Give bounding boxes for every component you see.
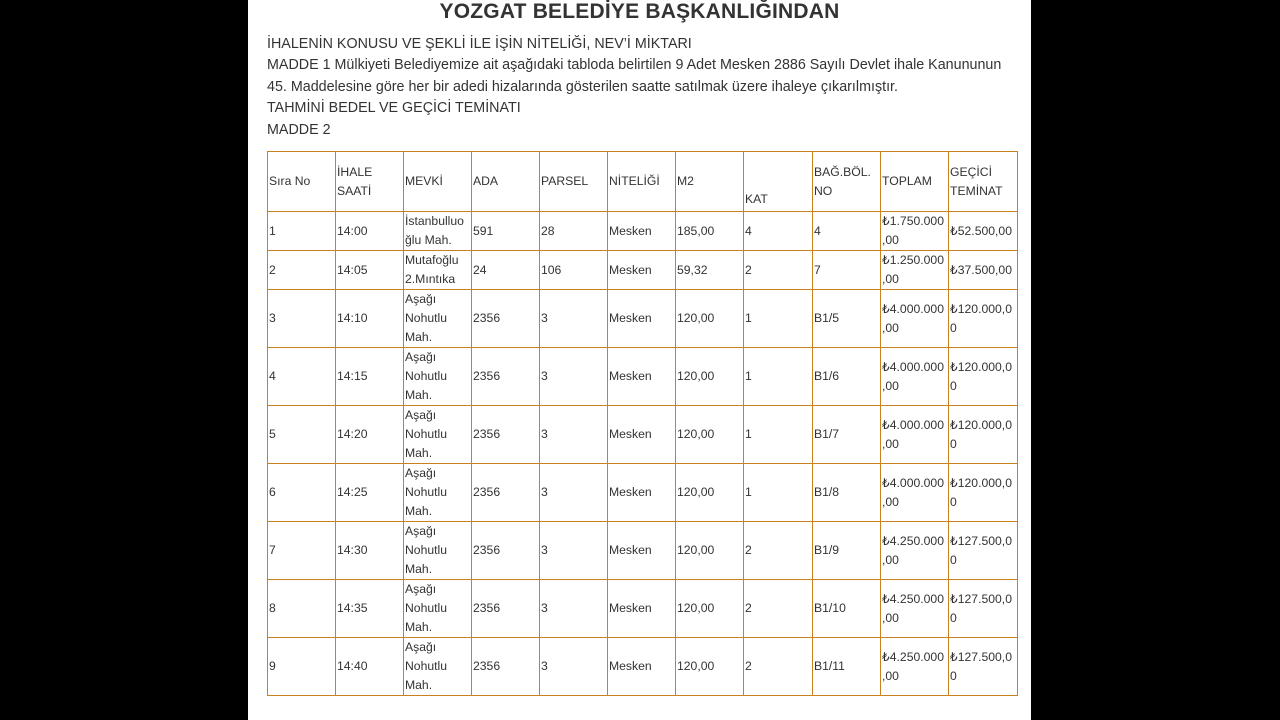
table-cell: 14:00 — [336, 212, 404, 251]
table-cell: 7 — [813, 251, 881, 290]
table-cell: Mesken — [608, 290, 676, 348]
table-cell: 2 — [744, 522, 813, 580]
table-cell: 2 — [268, 251, 336, 290]
table-cell: ₺4.250.000,00 — [881, 580, 949, 638]
table-cell: 2356 — [472, 638, 540, 696]
table-cell: ₺1.250.000,00 — [881, 251, 949, 290]
table-cell: Mutafoğlu 2.Mıntıka — [404, 251, 472, 290]
table-cell: 2356 — [472, 406, 540, 464]
table-cell: B1/9 — [813, 522, 881, 580]
table-cell: 2356 — [472, 290, 540, 348]
table-row — [268, 464, 1018, 522]
table-cell: 14:10 — [336, 290, 404, 348]
table-cell: ₺120.000,00 — [949, 290, 1018, 348]
table-cell: ₺4.250.000,00 — [881, 638, 949, 696]
table-cell: Aşağı Nohutlu Mah. — [404, 580, 472, 638]
table-cell: 4 — [813, 212, 881, 251]
table-cell: B1/7 — [813, 406, 881, 464]
table-cell: 1 — [744, 406, 813, 464]
table-cell: 4 — [744, 212, 813, 251]
table-cell: 3 — [540, 522, 608, 580]
table-cell: Aşağı Nohutlu Mah. — [404, 522, 472, 580]
table-cell: 120,00 — [676, 580, 744, 638]
table-cell: 3 — [268, 290, 336, 348]
header-cell: İHALE SAATİ — [336, 152, 404, 212]
document-page — [248, 0, 1031, 720]
table-cell: 591 — [472, 212, 540, 251]
header-cell: NİTELİĞİ — [608, 152, 676, 212]
table-cell: Aşağı Nohutlu Mah. — [404, 638, 472, 696]
table-cell: B1/10 — [813, 580, 881, 638]
table-cell: 14:15 — [336, 348, 404, 406]
table-cell: Aşağı Nohutlu Mah. — [404, 348, 472, 406]
table-cell: Mesken — [608, 348, 676, 406]
table-cell: ₺120.000,00 — [949, 406, 1018, 464]
table-cell: 14:05 — [336, 251, 404, 290]
table-cell: 9 — [268, 638, 336, 696]
header-cell: MEVKİ — [404, 152, 472, 212]
table-cell: 2356 — [472, 464, 540, 522]
tender-table — [267, 151, 1018, 696]
table-cell: 2356 — [472, 522, 540, 580]
table-cell: ₺127.500,00 — [949, 638, 1018, 696]
document-title: YOZGAT BELEDİYE BAŞKANLIĞINDAN — [439, 0, 840, 23]
table-cell: ₺1.750.000,00 — [881, 212, 949, 251]
table-cell: 59,32 — [676, 251, 744, 290]
table-cell: ₺4.000.000,00 — [881, 406, 949, 464]
table-cell: ₺120.000,00 — [949, 464, 1018, 522]
table-cell: 3 — [540, 464, 608, 522]
table-cell: 6 — [268, 464, 336, 522]
table-row — [268, 348, 1018, 406]
table-cell: Mesken — [608, 638, 676, 696]
table-cell: Mesken — [608, 251, 676, 290]
table-cell: Aşağı Nohutlu Mah. — [404, 290, 472, 348]
table-cell: Mesken — [608, 464, 676, 522]
table-cell: 8 — [268, 580, 336, 638]
table-cell: B1/6 — [813, 348, 881, 406]
table-cell: B1/8 — [813, 464, 881, 522]
table-cell: İstanbulluoğlu Mah. — [404, 212, 472, 251]
table-cell: ₺4.000.000,00 — [881, 348, 949, 406]
table-cell: 120,00 — [676, 464, 744, 522]
table-cell: ₺4.000.000,00 — [881, 464, 949, 522]
table-cell: 2 — [744, 638, 813, 696]
header-cell: GEÇİCİ TEMİNAT — [949, 152, 1018, 212]
table-cell: ₺127.500,00 — [949, 522, 1018, 580]
table-cell: 2356 — [472, 348, 540, 406]
table-cell: 3 — [540, 406, 608, 464]
table-cell: 120,00 — [676, 348, 744, 406]
table-cell: 120,00 — [676, 638, 744, 696]
table-cell: 120,00 — [676, 406, 744, 464]
header-cell: M2 — [676, 152, 744, 212]
table-cell: Mesken — [608, 580, 676, 638]
table-cell: ₺4.000.000,00 — [881, 290, 949, 348]
table-cell: 24 — [472, 251, 540, 290]
table-row — [268, 251, 1018, 290]
table-cell: Aşağı Nohutlu Mah. — [404, 464, 472, 522]
table-cell: 1 — [744, 464, 813, 522]
table-cell: B1/11 — [813, 638, 881, 696]
header-cell: Sıra No — [268, 152, 336, 212]
table-cell: Aşağı Nohutlu Mah. — [404, 406, 472, 464]
table-row — [268, 522, 1018, 580]
table-cell: ₺37.500,00 — [949, 251, 1018, 290]
table-cell: 185,00 — [676, 212, 744, 251]
header-cell: TOPLAM — [881, 152, 949, 212]
header-cell: PARSEL — [540, 152, 608, 212]
table-cell: 1 — [744, 290, 813, 348]
table-cell: 120,00 — [676, 290, 744, 348]
table-cell: ₺120.000,00 — [949, 348, 1018, 406]
table-cell: 14:40 — [336, 638, 404, 696]
header-cell: BAĞ.BÖL. NO — [813, 152, 881, 212]
table-cell: ₺127.500,00 — [949, 580, 1018, 638]
table-header-row — [268, 152, 1018, 212]
table-row — [268, 580, 1018, 638]
table-cell: 14:25 — [336, 464, 404, 522]
table-cell: 1 — [744, 348, 813, 406]
table-cell: B1/5 — [813, 290, 881, 348]
table-cell: Mesken — [608, 522, 676, 580]
table-cell: ₺52.500,00 — [949, 212, 1018, 251]
table-cell: 7 — [268, 522, 336, 580]
table-cell: 120,00 — [676, 522, 744, 580]
table-cell: 3 — [540, 348, 608, 406]
table-cell: 2356 — [472, 580, 540, 638]
madde2-label: MADDE 2 — [267, 122, 331, 138]
table-cell: 106 — [540, 251, 608, 290]
table-cell: 5 — [268, 406, 336, 464]
table-cell: ₺4.250.000,00 — [881, 522, 949, 580]
header-cell: KAT — [744, 152, 813, 212]
madde1-line2: 45. Maddelesine göre her bir adedi hizalarında gösterilen saatte satılmak üzere ihaleye çıkarılmıştır. — [267, 79, 898, 95]
table-cell: 14:20 — [336, 406, 404, 464]
table-row — [268, 406, 1018, 464]
table-row — [268, 212, 1018, 251]
table-cell: 1 — [268, 212, 336, 251]
table-cell: 3 — [540, 638, 608, 696]
section1-heading: İHALENİN KONUSU VE ŞEKLİ İLE İŞİN NİTELİĞİ, NEV’İ MİKTARI — [267, 36, 692, 52]
table-cell: 2 — [744, 251, 813, 290]
table-cell: 14:30 — [336, 522, 404, 580]
table-cell: Mesken — [608, 212, 676, 251]
table-cell: 28 — [540, 212, 608, 251]
table-cell: 3 — [540, 580, 608, 638]
section2-heading: TAHMİNİ BEDEL VE GEÇİCİ TEMİNATI — [267, 100, 521, 116]
table-row — [268, 290, 1018, 348]
table-cell: 3 — [540, 290, 608, 348]
header-cell: ADA — [472, 152, 540, 212]
table-row — [268, 638, 1018, 696]
table-cell: 2 — [744, 580, 813, 638]
table-cell: 14:35 — [336, 580, 404, 638]
table-cell: 4 — [268, 348, 336, 406]
madde1-line1: MADDE 1 Mülkiyeti Belediyemize ait aşağıdaki tabloda belirtilen 9 Adet Mesken 2886 Sayılı Devlet ihale Kanununun — [267, 57, 1002, 73]
table-cell: Mesken — [608, 406, 676, 464]
